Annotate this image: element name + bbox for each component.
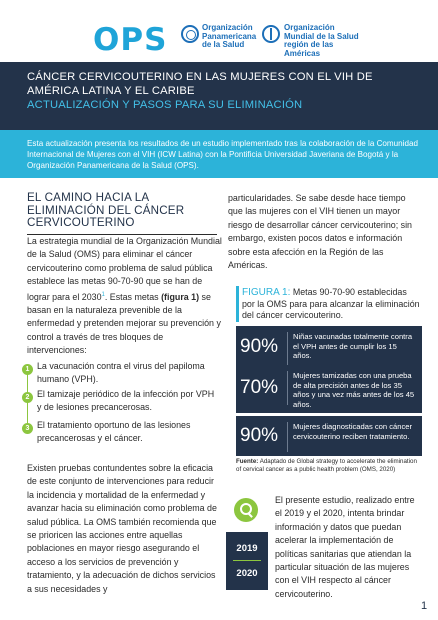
header xyxy=(0,0,438,62)
document-title: CÁNCER CERVICOUTERINO EN LAS MUJERES CON EL VIH DE AMÉRICA LATINA Y EL CARIBE xyxy=(27,71,373,97)
step-text-3: El tratamiento oportuno de las lesiones precancerosas y el cáncer. xyxy=(37,420,191,444)
p1-text-c: se basan en la naturaleza prevenible de la enfermedad y pretenden mejorar su prevención y control a través de tres bloques de intervenciones: xyxy=(27,291,221,356)
step-number-2: 2 xyxy=(22,392,33,403)
p1-text-a: La estrategia mundial de la Organización Mundial de la Salud (OMS) para eliminar el cáncer cervicouterino como problema de salud pública establece las metas 90-70-90 que se han de lograr para el 2030 xyxy=(27,236,222,302)
stat-text: Mujeres diagnosticadas con cáncer cervicouterino reciben tratamiento. xyxy=(293,422,413,441)
step-number-3: 3 xyxy=(22,423,33,434)
step-text-1: La vacunación contra el virus del papiloma humano (VPH). xyxy=(37,361,205,385)
paragraph-strategy xyxy=(27,235,222,358)
stat-divider xyxy=(287,332,288,366)
figure-ref: (figura 1) xyxy=(161,291,200,302)
step-number-1: 1 xyxy=(22,364,33,375)
paho-emblem-icon xyxy=(181,25,199,43)
figure-title: Metas 90-70-90 establecidas por la OMS para para alcanzar la eliminación del cáncer cervicouterino. xyxy=(242,287,420,320)
year-range-badge xyxy=(226,532,268,590)
year-start: 2019 xyxy=(236,543,258,554)
stat-value: 90% xyxy=(240,425,279,446)
stat-text: Mujeres tamizadas con una prueba de alta precisión antes de los 35 años y una vez más antes de los 45 años. xyxy=(293,371,415,409)
figure-caption xyxy=(242,287,422,322)
paho-name: Organización Panamericana de la Salud xyxy=(202,23,257,49)
stat-screening xyxy=(236,365,422,413)
document-subtitle: ACTUALIZACIÓN Y PASOS PARA SU ELIMINACIÓN xyxy=(27,99,303,111)
figure-source xyxy=(236,458,422,474)
stat-text: Niñas vacunadas totalmente contra el VPH antes de cumplir los 15 años. xyxy=(293,332,413,361)
stat-value: 90% xyxy=(240,336,279,357)
paragraph-study: El presente estudio, realizado entre el 2019 y el 2020, intenta brindar información y datos que puedan acelerar la implementación de políticas sanitarias que atiendan la particular situación de las mujeres con el VIH respecto al cáncer cervicouterino. xyxy=(275,495,415,599)
figure-accent-bar xyxy=(236,286,239,322)
step-text-2: El tamizaje periódico de la infección por VPH y de lesiones precancerosas. xyxy=(37,389,215,413)
stat-value: 70% xyxy=(240,377,279,398)
magnifier-icon xyxy=(234,498,258,522)
intro-band xyxy=(0,130,438,178)
intro-text: Esta actualización presenta los resultados de un estudio implementado tras la colaboración de la Comunidad Internacional de Mujeres con el VIH (ICW Latina) con la Pontificia Universidad Javeriana de Bogotá y la Organización Panamericana de la Salud (OPS). xyxy=(27,139,418,170)
ops-logo: OPS xyxy=(93,22,168,58)
stat-divider xyxy=(287,371,288,405)
figure-label: FIGURA 1: xyxy=(242,287,291,298)
stat-divider xyxy=(287,422,288,452)
who-emblem-icon xyxy=(262,25,280,43)
title-band xyxy=(0,62,438,130)
year-end: 2020 xyxy=(236,568,258,579)
page-number: 1 xyxy=(421,600,428,612)
paragraph-particularities: particularidades. Se sabe desde hace tiempo que las mujeres con el VIH tienen un mayor riesgo de desarrollar cáncer cervicouterino; sin embargo, existen pocos datos e información sobre esta afección en la Región de las Américas. xyxy=(228,193,412,271)
footnote-ref[interactable]: 1 xyxy=(101,291,105,298)
section-heading xyxy=(27,192,222,235)
source-text: Adaptado de Global strategy to accelerate the elimination of cervical cancer as a public health problem (OMS, 2020) xyxy=(236,458,417,473)
p1-text-b: . Estas metas xyxy=(104,291,162,302)
who-name-text: Organización Mundial de la Salud xyxy=(284,23,359,41)
section-title: EL CAMINO HACIA LA ELIMINACIÓN DEL CÁNCER CERVICOUTERINO xyxy=(27,191,185,229)
source-label: Fuente: xyxy=(236,458,259,465)
paragraph-evidence: Existen pruebas contundentes sobre la eficacia de este conjunto de intervenciones para reducir la incidencia y mortalidad de la enfermedad y avanzar hacia su eliminación como problema de salud pública. La OMS también recomienda que se prioricen las acciones entre aquellas poblaciones en mayor riesgo asegurando el acceso a los servicios de prevención y tratamiento, y la adecuación de dichos servicios a sus necesidades y xyxy=(27,463,217,594)
year-divider xyxy=(233,560,261,561)
who-region-text: región de las Américas xyxy=(284,40,334,58)
who-name xyxy=(284,24,359,58)
stat-treatment xyxy=(236,416,422,456)
